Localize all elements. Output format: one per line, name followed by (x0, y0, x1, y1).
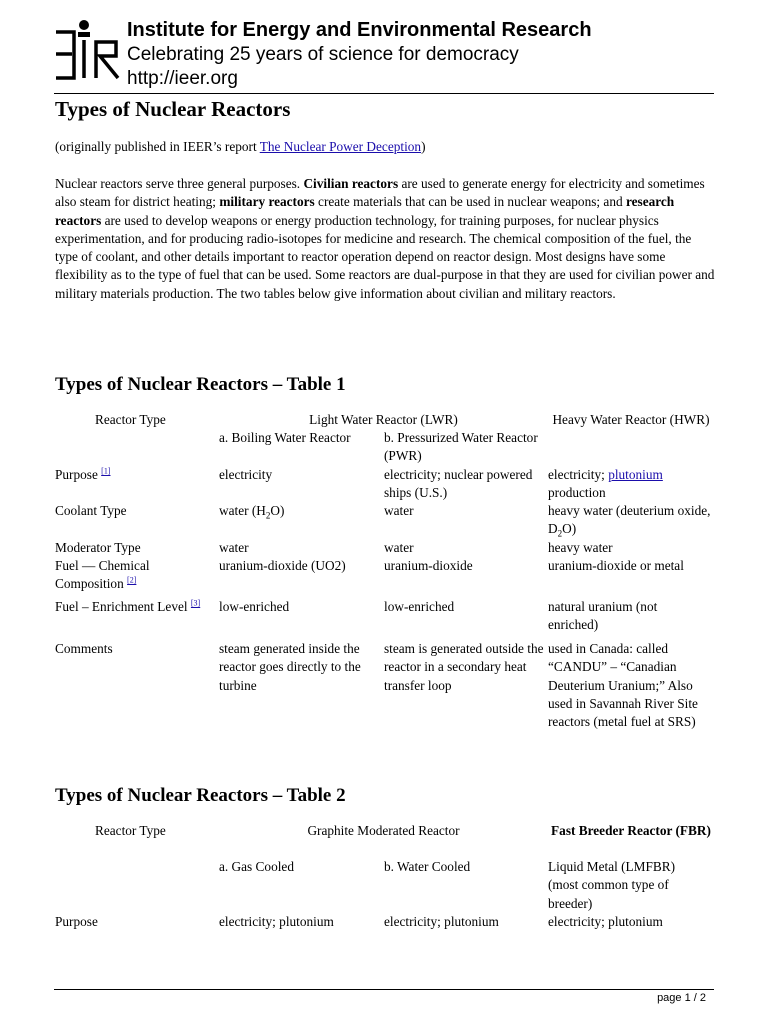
table1-purpose-bwr: electricity (219, 467, 273, 482)
ieer-logo-icon (54, 18, 122, 80)
table1-row-moderator-label: Moderator Type (55, 540, 141, 555)
table1-purpose-pwr: electricity; nuclear powered ships (U.S.) (384, 467, 533, 501)
origin-note: (originally published in IEER’s report The Nuclear Power Deception) (55, 139, 426, 154)
table2-purpose-fbr: electricity; plutonium (548, 914, 663, 929)
table2-subcol-water: b. Water Cooled (384, 859, 471, 874)
table2-col-fbr: Fast Breeder Reactor (FBR) (551, 823, 711, 838)
footnote-ref-2[interactable]: [2] (127, 575, 137, 585)
footer-divider (54, 989, 714, 990)
table1-comments-pwr: steam is generated outside the reactor in a secondary heat transfer loop (384, 641, 544, 693)
table1-row-coolant-label: Coolant Type (55, 503, 127, 518)
table2-row-purpose-label: Purpose (55, 914, 98, 929)
table1-moderator-bwr: water (219, 540, 249, 555)
intro-paragraph: Nuclear reactors serve three general purposes. Civilian reactors are used to generate energy for electricity and sometimes also steam for district heating; military reactors create materials that can be used in nuclear weapons; and research reactors are used to develop weapons or energy production technology, for training purposes, for nuclear physics experimentation, and for producing radio-isotopes for medicine and research. The chemical composition of the fuel, the type of coolant, and other details important to reactor operation depend on reactor design. Most designs have some flexibility as to the type of fuel that can be used. Some reactors are dual-purpose in that they are used for civilian power and military materials production. The two tables below give information about civilian and military reactors. (55, 176, 715, 301)
footnote-ref-3[interactable]: [3] (190, 598, 201, 608)
table1-fuel-hwr: uranium-dioxide or metal (548, 558, 684, 573)
table1-coolant-pwr: water (384, 503, 414, 518)
tagline: Celebrating 25 years of science for democracy (127, 44, 519, 65)
plutonium-link[interactable]: plutonium (608, 467, 663, 482)
table1-comments-bwr: steam generated inside the reactor goes directly to the turbine (219, 641, 361, 693)
table2-subcol-gas: a. Gas Cooled (219, 859, 294, 874)
table1-subcol-bwr: a. Boiling Water Reactor (219, 430, 351, 445)
table2-col-graphite: Graphite Moderated Reactor (307, 823, 460, 838)
table1-moderator-pwr: water (384, 540, 414, 555)
table1-row-comments-label: Comments (55, 641, 113, 656)
table1-enrich-hwr: natural uranium (not enriched) (548, 599, 658, 633)
site-url[interactable]: http://ieer.org (127, 68, 238, 89)
table1-row-enrichment-label: Fuel – Enrichment Level [3] (55, 598, 201, 614)
table1-row-purpose-label: Purpose [1] (55, 466, 111, 482)
table1-heading: Types of Nuclear Reactors – Table 1 (55, 374, 346, 395)
table2-col-reactor-type: Reactor Type (95, 823, 166, 838)
table1-col-lwr: Light Water Reactor (LWR) (309, 412, 458, 427)
table1-coolant-hwr: heavy water (deuterium oxide, $D_2O$) (548, 503, 711, 539)
footnote-ref-1[interactable]: [1] (101, 466, 111, 476)
table1-col-reactor-type: Reactor Type (95, 412, 166, 427)
table1-enrich-pwr: low-enriched (384, 599, 455, 614)
page-number: page 1 / 2 (657, 992, 706, 1004)
table1-enrich-bwr: low-enriched (219, 599, 290, 614)
page-title: Types of Nuclear Reactors (55, 97, 291, 121)
table1-row-fuel-label: Fuel — Chemical Composition [2] (55, 558, 150, 592)
table1-col-hwr: Heavy Water Reactor (HWR) (552, 412, 710, 427)
institute-name: Institute for Energy and Environmental Research (127, 19, 592, 41)
table2-heading: Types of Nuclear Reactors – Table 2 (55, 785, 346, 806)
table1-subcol-pwr: b. Pressurized Water Reactor (PWR) (384, 430, 538, 464)
table1-moderator-hwr: heavy water (548, 540, 613, 555)
report-link[interactable]: The Nuclear Power Deception (259, 139, 422, 154)
table1-fuel-bwr: uranium-dioxide (UO2) (219, 558, 346, 573)
page-header (54, 14, 714, 94)
header-divider (54, 93, 714, 94)
table1-purpose-hwr: electricity; plutonium production (548, 467, 663, 501)
table2-purpose-water: electricity; plutonium (384, 914, 499, 929)
table1-coolant-bwr: water $(H_2O)$ (219, 503, 285, 521)
table2-subcol-lmfbr: Liquid Metal (LMFBR) (most common type of breeder) (548, 859, 676, 911)
table1-comments-hwr: used in Canada: called “CANDU” – “Canadian Deuterium Uranium;” Also used in Savannah River Site reactors (metal fuel at SRS) (548, 641, 698, 730)
table2-purpose-gas: electricity; plutonium (219, 914, 334, 929)
table1-fuel-pwr: uranium-dioxide (384, 558, 473, 573)
